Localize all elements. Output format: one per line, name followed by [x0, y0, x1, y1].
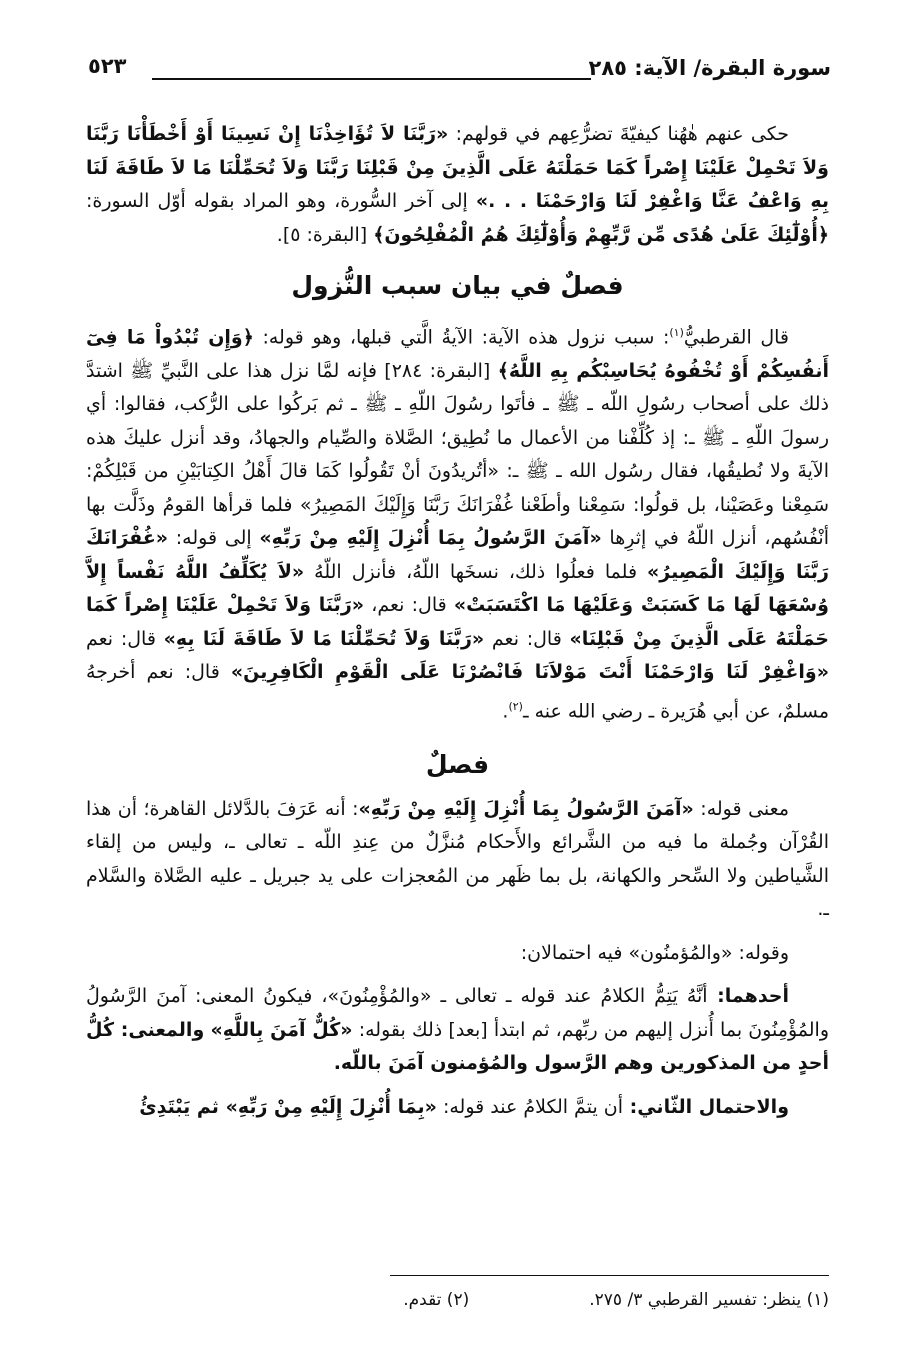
footnote-2: (٢) تقدم. [403, 1290, 470, 1310]
section-heading-revelation-cause: فصلٌ في بيان سبب النُّزول [291, 271, 624, 300]
text: إلى آخر السُّورة، وهو المراد بقوله أوّل السورة: [86, 190, 476, 212]
footnote-marker[interactable]: (٢) [508, 699, 523, 713]
footnotes [230, 1290, 829, 1310]
page-number: ٥٢٣ [88, 54, 127, 78]
text: : أنه عَرَفَ بالدَّلائل القاهرة؛ أن هذا القُرْآن وجُملة ما فيه من الشَّرائع والأَحكام مُنزَّلٌ من عِندِ اللّه ـ تعالى ـ، وليس من إلقاء الشَّياطين ولا السِّحر والكهانة، بل بما ظَهر من المُعجزات على يد جبريل ـ عليه الصَّلاة والسَّلام ـ. [86, 797, 829, 921]
text: قال: نعم [86, 627, 164, 650]
text: . [502, 700, 509, 723]
paragraph-intro [86, 118, 829, 252]
paragraph-meaning [86, 793, 829, 927]
paragraph-revelation-cause [86, 316, 829, 729]
footnote-marker[interactable]: (١) [669, 326, 684, 339]
paragraph-first-possibility [86, 980, 829, 1081]
paragraph-two-possibilities: وقوله: «والمُؤمنُون» فيه احتمالان: [520, 941, 789, 964]
text: حكى عنهم هٰهُنا كيفيّةَ تضرُّعِهم في قولهم: [448, 123, 789, 145]
quran-quote: «آمَنَ الرَّسُولُ بِمَا أُنْزِلَ إِلَيْهِ مِنْ رَبِّهِ» [358, 797, 694, 820]
text: معنى قوله: [693, 797, 789, 820]
quran-quote: «رَبَّنَا وَلاَ تَحْمِلْ عَلَيْنَا إِصْراً كَمَا حَمَلْتَهُ عَلَى الَّذِينَ مِنْ قَبْلِنَا» [86, 594, 829, 650]
text: : سبب نزول هذه الآية: الآيةُ الَّتي قبلها، وهو قوله: [253, 326, 670, 349]
quran-quote: ﴿أُوْلَٰٓئِكَ عَلَىٰ هُدًى مِّن رَّبِّهِمْ وَأُوْلَٰٓئِكَ هُمُ الْمُفْلِحُونَ﴾ [373, 223, 829, 246]
quran-quote: «غُفْرَانَكَ رَبَّنَا وَإِلَيْكَ الْمَصِيرُ» [86, 527, 829, 583]
quran-quote: «آمَنَ الرَّسُولُ بِمَا أُنْزِلَ إِلَيْهِ مِنْ رَبِّهِ» [259, 527, 602, 550]
paragraph-second-possibility [86, 1091, 829, 1125]
quran-quote: «كُلٌّ آمَنَ بِاللَّهِ» [210, 1018, 353, 1041]
text: ثم يَبْتَدِئُ [139, 1095, 226, 1118]
text: أن يتمَّ الكلامُ عند قوله: [436, 1095, 623, 1118]
quran-quote: «لاَ يُكَلِّفُ اللَّهُ نَفْساً إِلاَّ وُسْعَهَا لَهَا مَا كَسَبَتْ وَعَلَيْهَا مَا اكْتَسَبَتْ» [86, 560, 829, 617]
term-label: والاحتمال الثّاني: [623, 1095, 789, 1118]
running-header [88, 48, 831, 88]
text: [البقرة: ٥]. [276, 223, 374, 246]
quran-quote: «بِمَا أُنْزِلَ إِلَيْهِ مِنْ رَبِّهِ» [225, 1095, 437, 1118]
meaning-statement: والمعنى: كُلُّ أحدٍ من المذكورين وهم الرَّسول والمُؤمنون آمَنَ باللّه. [86, 1018, 829, 1075]
text: قال: نعم أخرجهُ مسلمٌ، عن أبي هُرَيرة ـ رضي الله عنه ـ [86, 661, 829, 723]
header-rule [152, 78, 591, 80]
quran-quote: «وَاغْفِرْ لَنَا وَارْحَمْنَا أَنْتَ مَوْلاَنَا فَانْصُرْنَا عَلَى الْقَوْمِ الْكَافِرِينَ» [230, 661, 830, 684]
quran-quote: «رَبَّنَا لاَ تُؤَاخِذْنَا إِنْ نَسِينَا أَوْ أَخْطَأْنَا رَبَّنَا وَلاَ تَحْمِلْ عَلَيْنَا إِصْراً كَمَا حَمَلْتَهُ عَلَى الَّذِينَ مِنْ قَبْلِنَا رَبَّنَا وَلاَ تُحَمِّلْنَا مَا لاَ طَاقَةَ لَنَا بِهِ وَاعْفُ عَنَّا وَاغْفِرْ لَنَا وَارْحَمْنَا . . .» [86, 123, 829, 212]
header-title: سورة البقرة/ الآية: ٢٨٥ [588, 56, 831, 80]
footnote-1: (١) ينظر: تفسير القرطبي ٣/ ٢٧٥. [589, 1290, 829, 1310]
text: [البقرة: ٢٨٤] فإنه لمَّا نزل هذا على النَّبيِّ ﷺ اشتدَّ ذلك على أصحاب رسُولِ اللّه ـ ﷺ ـ فأتَوا رسُولَ اللّهِ ـ ﷺ ـ ثم بَركُوا على الرُّكب، فقالوا: أي رسولَ اللّهِ ـ ﷺ ـ: إذ كُلِّفْنا من الأعمال ما نُطِيق؛ الصَّلاة والصِّيام والجهادُ، وقد أنزل عليكَ هذه الآيةَ ولا نُطيقُها، فقال رسُول الله ـ ﷺ ـ: «أتُريدُونَ أنْ تَقُولُوا كَمَا قالَ أَهْلُ الكِتابَيْنِ من قَبْلِكُمْ: سَمِعْنا وعَصَيْنا، بل قولُوا: سَمِعْنا وأطَعْنا غُفْرَانَكَ رَبَّنَا وَإِلَيْكَ المَصِيرُ» فلما قرأها القومُ وذَلَّت بها أنْفُسُهم، أنزل اللّهُ في إثرِها [86, 359, 830, 550]
text: فلما فعلُوا ذلك، نسخَها اللّهُ، فأنزل اللّهُ [304, 560, 648, 583]
text: قال القرطبيُّ [683, 326, 789, 349]
term-label: أحدهما: [707, 985, 789, 1008]
section-heading: فصلٌ [425, 749, 490, 779]
text: أنَّهُ يَتِمُّ الكلامُ عند قوله ـ تعالى ـ «والمُؤْمِنُونَ»، فيكونُ المعنى: آمنَ الرَّسُولُ والمُؤْمِنُونَ بما أُنزل إليهم من ربِّهم، ثم ابتدأ [بعد] ذلك بقوله: [86, 985, 829, 1041]
page-body [86, 118, 829, 1372]
footnote-rule [390, 1275, 829, 1276]
quran-quote: ﴿وَإِن تُبْدُواْ مَا فِىٓ أَنفُسِكُمْ أَوْ تُخْفُوهُ يُحَاسِبْكُم بِهِ اللَّهُ﴾ [86, 326, 829, 382]
text: إلى قوله: [168, 527, 260, 550]
text: قال: نعم [484, 627, 570, 650]
quran-quote: «رَبَّنَا وَلاَ تُحَمِّلْنَا مَا لاَ طَاقَةَ لَنَا بِهِ» [163, 627, 485, 650]
text: قال: نعم، [364, 594, 454, 617]
